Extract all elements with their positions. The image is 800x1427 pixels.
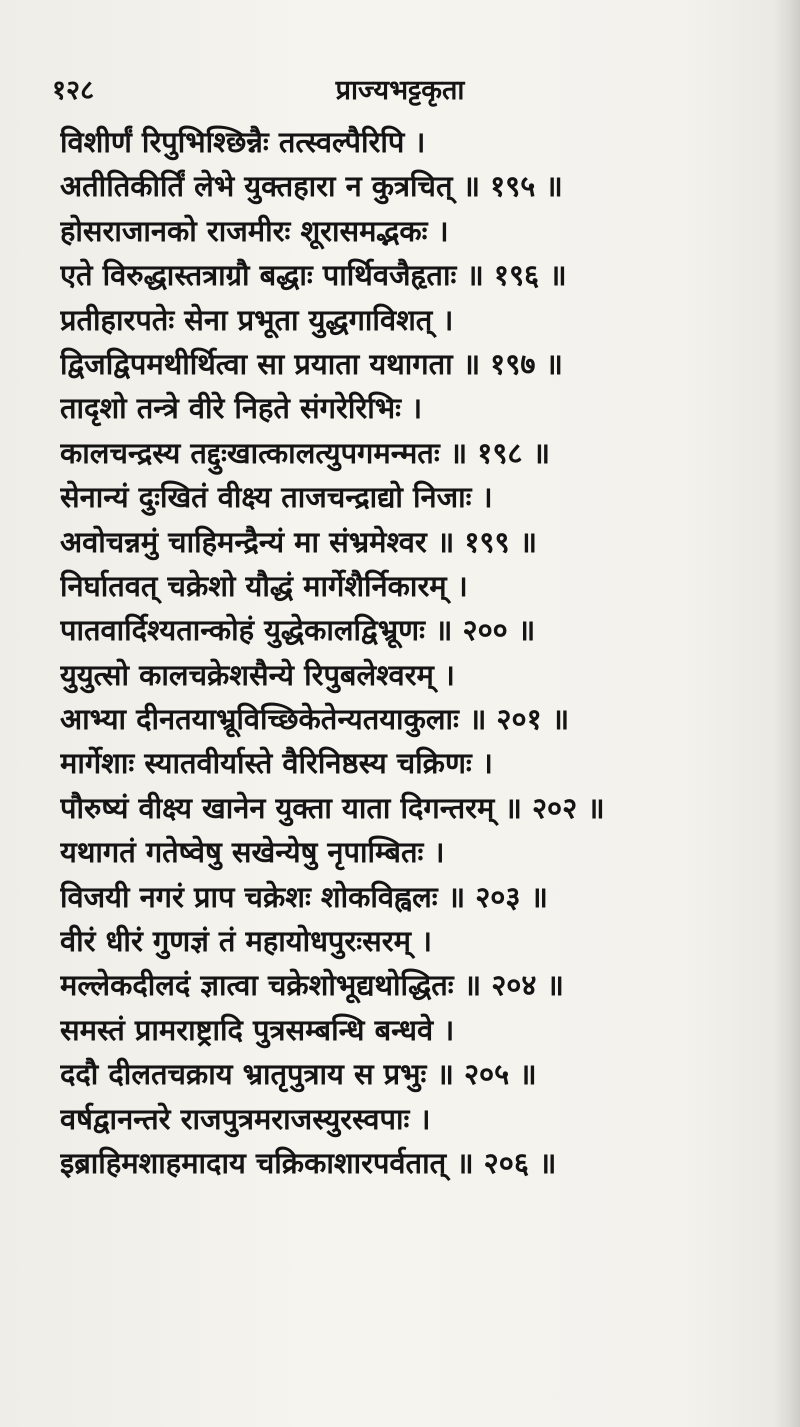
verse-line: वर्षद्वानन्तरे राजपुत्रमराजस्युरस्वपाः । bbox=[60, 1101, 431, 1136]
verse-line: वीरं धीरं गुणज्ञं तं महायोधपुरःसरम् । bbox=[60, 924, 433, 959]
verse-line: होसराजानको राजमीरः शूरासमद्भकः । bbox=[60, 213, 449, 248]
verse-line: सेनान्यं दुःखितं वीक्ष्य ताजचन्द्राद्यो निजाः । bbox=[60, 480, 493, 515]
page-header bbox=[40, 70, 760, 110]
verse-line: पौरुष्यं वीक्ष्य खानेन युक्ता याता दिगन्तरम् ॥ २०२ ॥ bbox=[60, 790, 605, 825]
verse-line: आभ्या दीनतयाभ्रूविच्छिकेतेन्यतयाकुलाः ॥ २०१ ॥ bbox=[60, 702, 570, 737]
verse-line: युयुत्सो कालचक्रेशसैन्ये रिपुबलेश्वरम् । bbox=[60, 657, 455, 692]
verse-line: विजयी नगरं प्राप चक्रेशः शोकविह्वलः ॥ २०३ ॥ bbox=[60, 879, 548, 914]
verse-line: एते विरुद्धास्तत्राग्रौ बद्धाः पार्थिवजैहृताः ॥ १९६ ॥ bbox=[60, 258, 567, 293]
verse-line: मार्गेशाः स्यातवीर्यास्ते वैरिनिष्ठस्य चक्रिणः । bbox=[60, 746, 493, 781]
verse-line: इब्राहिमशाहमादाय चक्रिकाशारपर्वतात् ॥ २०६ ॥ bbox=[60, 1145, 557, 1180]
verse-line: अवोचन्नमुं चाहिमन्द्रैन्यं मा संभ्रमेश्वर ॥ १९९ ॥ bbox=[60, 524, 538, 559]
verse-line: समस्तं प्रामराष्ट्रादि पुत्रसम्बन्धि बन्धवे । bbox=[60, 1012, 455, 1047]
verse-line: प्रतीहारपतेः सेना प्रभूता युद्धगाविशत् । bbox=[60, 302, 454, 337]
verse-line: निर्घातवत् चक्रेशो यौद्धं मार्गेशैर्निकारम् । bbox=[60, 568, 468, 603]
verse-line: ददौ दीलतचक्राय भ्रातृपुत्राय स प्रभुः ॥ २०५ ॥ bbox=[60, 1057, 537, 1092]
verse-line: पातवार्दिश्यतान्कोहं युद्धेकालद्विभ्रूणः ॥ २०० ॥ bbox=[60, 613, 536, 648]
verse-line: यथागतं गतेष्वेषु सखेन्येषु नृपाम्बितः । bbox=[60, 835, 445, 870]
verse-line: अतीतिकीर्तिं लेभे युक्तहारा न कुत्रचित् ॥ १९५ ॥ bbox=[60, 169, 563, 204]
verse-line: द्विजद्विपमथीर्थित्वा सा प्रयाता यथागता ॥ १९७ ॥ bbox=[60, 346, 563, 381]
verse-text-block bbox=[60, 120, 760, 1185]
page-edge-shadow bbox=[774, 0, 800, 1427]
verse-line: कालचन्द्रस्य तद्दुःखात्कालत्युपगमन्मतः ॥ १९८ ॥ bbox=[60, 435, 550, 470]
page-number: १२८ bbox=[52, 75, 95, 106]
verse-line: तादृशो तन्त्रे वीरे निहते संगरेरिभिः । bbox=[60, 391, 423, 426]
verse-line: मल्लेकदीलदं ज्ञात्वा चक्रेशोभूद्यथोद्धितः ॥ २०४ ॥ bbox=[60, 968, 564, 1003]
running-title: प्राज्यभट्टकृता bbox=[335, 75, 465, 106]
verse-line: विशीर्णं रिपुभिश्छिन्नैः तत्स्वल्पैरिपि । bbox=[60, 125, 426, 159]
